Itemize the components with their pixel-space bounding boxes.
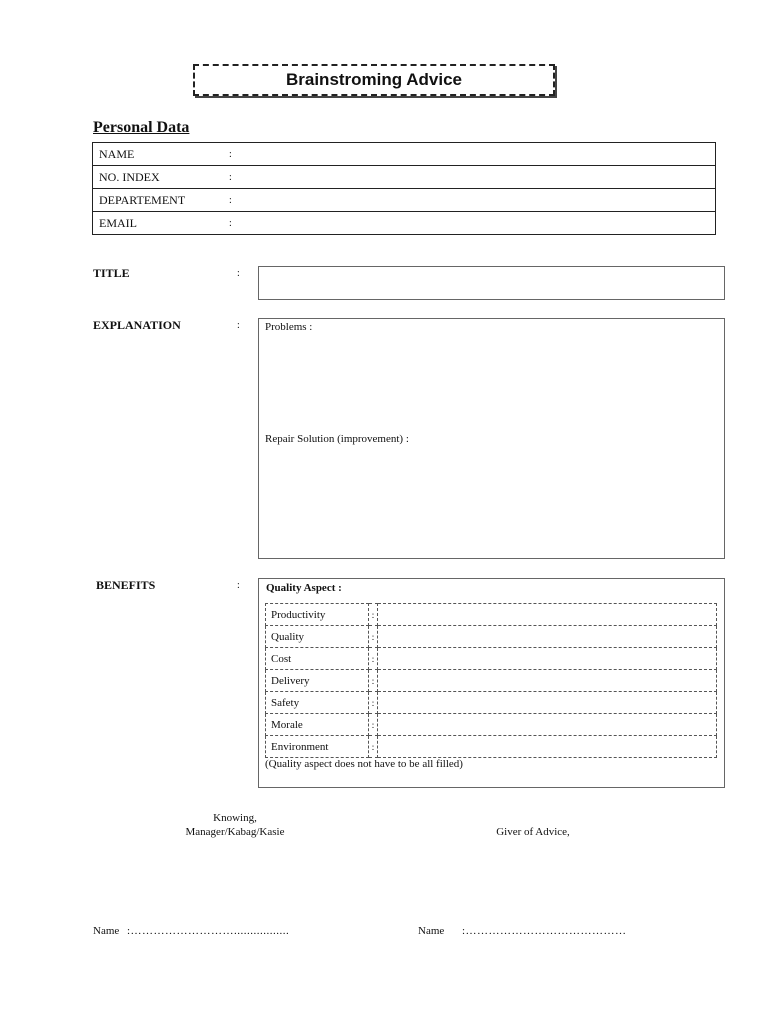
right-name-label: Name xyxy=(418,925,445,937)
aspect-row xyxy=(266,670,717,692)
aspect-cost-field[interactable] xyxy=(378,648,717,670)
personal-row-index xyxy=(93,166,716,189)
aspect-row xyxy=(266,604,717,626)
aspect-productivity-field[interactable] xyxy=(378,604,717,626)
title-colon: : xyxy=(237,268,240,279)
aspect-safety-label: Safety xyxy=(266,692,369,714)
index-field[interactable] xyxy=(249,166,716,189)
email-field[interactable] xyxy=(249,212,716,235)
left-name-label: Name xyxy=(93,925,120,937)
right-name-signature-line[interactable]: :…………………………………… xyxy=(462,925,627,937)
aspect-colon: : xyxy=(369,736,378,758)
form-title: Brainstroming Advice xyxy=(285,70,463,89)
aspect-environment-field[interactable] xyxy=(378,736,717,758)
explanation-label: EXPLANATION xyxy=(93,318,181,332)
aspect-environment-label: Environment xyxy=(266,736,369,758)
repair-solution-label: Repair Solution (improvement) : xyxy=(265,433,409,445)
aspect-delivery-field[interactable] xyxy=(378,670,717,692)
aspect-quality-label: Quality xyxy=(266,626,369,648)
aspect-productivity-label: Productivity xyxy=(266,604,369,626)
personal-row-email xyxy=(93,212,716,235)
aspect-colon: : xyxy=(369,648,378,670)
department-label: DEPARTEMENT xyxy=(99,192,186,207)
title-label: TITLE xyxy=(93,266,130,280)
department-field[interactable] xyxy=(249,189,716,212)
aspect-colon: : xyxy=(369,670,378,692)
personal-row-name xyxy=(93,143,716,166)
title-input-box[interactable] xyxy=(258,266,725,300)
name-colon: : xyxy=(229,148,232,160)
aspect-colon: : xyxy=(369,692,378,714)
aspect-cost-label: Cost xyxy=(266,648,369,670)
aspect-colon: : xyxy=(369,626,378,648)
aspect-row xyxy=(266,714,717,736)
email-label: EMAIL xyxy=(99,215,137,230)
name-label: NAME xyxy=(99,146,135,161)
aspect-morale-field[interactable] xyxy=(378,714,717,736)
aspect-row xyxy=(266,736,717,758)
manager-label: Manager/Kabag/Kasie xyxy=(185,826,285,838)
aspect-safety-field[interactable] xyxy=(378,692,717,714)
aspect-row xyxy=(266,648,717,670)
name-field[interactable] xyxy=(249,143,716,166)
index-label: NO. INDEX xyxy=(99,169,160,184)
quality-aspect-heading: Quality Aspect : xyxy=(266,582,342,594)
aspect-morale-label: Morale xyxy=(266,714,369,736)
knowing-label: Knowing, xyxy=(213,812,257,824)
problems-label: Problems : xyxy=(265,321,313,333)
benefits-label: BENEFITS xyxy=(96,578,156,592)
index-colon: : xyxy=(229,171,232,183)
aspect-colon: : xyxy=(369,714,378,736)
benefits-colon: : xyxy=(237,580,240,591)
personal-row-department xyxy=(93,189,716,212)
quality-aspect-note: (Quality aspect does not have to be all filled) xyxy=(265,758,463,770)
personal-data-table xyxy=(92,142,716,235)
aspect-row xyxy=(266,626,717,648)
email-colon: : xyxy=(229,217,232,229)
giver-of-advice-label: Giver of Advice, xyxy=(496,826,570,838)
explanation-box[interactable] xyxy=(258,318,725,559)
aspect-row xyxy=(266,692,717,714)
department-colon: : xyxy=(229,194,232,206)
left-name-signature-line[interactable]: :………………………................. xyxy=(127,925,290,937)
explanation-colon: : xyxy=(237,320,240,331)
aspect-quality-field[interactable] xyxy=(378,626,717,648)
aspect-colon: : xyxy=(369,604,378,626)
form-title-box xyxy=(193,64,555,96)
quality-aspect-table xyxy=(265,603,717,758)
aspect-delivery-label: Delivery xyxy=(266,670,369,692)
personal-data-heading: Personal Data xyxy=(93,119,190,136)
